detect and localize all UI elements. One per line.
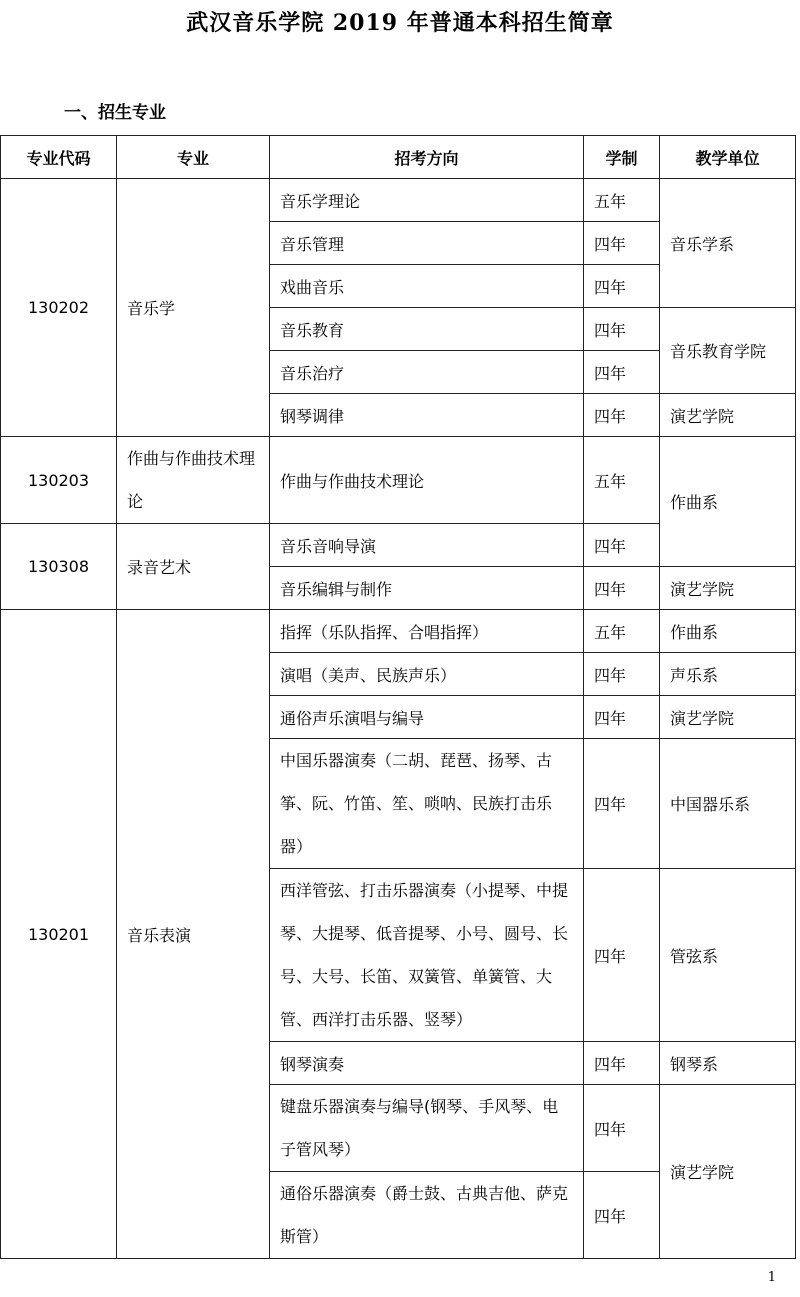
direction-cell: 钢琴调律 [270, 394, 584, 437]
header-major: 专业 [117, 136, 270, 179]
header-unit: 教学单位 [660, 136, 796, 179]
duration-cell: 四年 [584, 351, 660, 394]
direction-cell: 西洋管弦、打击乐器演奏（小提琴、中提琴、大提琴、低音提琴、小号、圆号、长号、大号、长笛、双簧管、单簧管、大管、西洋打击乐器、竖琴） [270, 869, 584, 1042]
direction-cell: 音乐治疗 [270, 351, 584, 394]
unit-cell: 钢琴系 [660, 1042, 796, 1085]
direction-cell: 通俗声乐演唱与编导 [270, 696, 584, 739]
duration-cell: 四年 [584, 696, 660, 739]
direction-cell: 指挥（乐队指挥、合唱指挥） [270, 610, 584, 653]
admissions-table [0, 135, 796, 1259]
duration-cell: 四年 [584, 308, 660, 351]
major-name-cell: 作曲与作曲技术理论 [117, 437, 270, 524]
unit-cell: 声乐系 [660, 653, 796, 696]
duration-cell: 四年 [584, 524, 660, 567]
duration-cell: 四年 [584, 1172, 660, 1259]
duration-cell: 四年 [584, 394, 660, 437]
page-number: 1 [767, 1270, 776, 1285]
duration-cell: 四年 [584, 222, 660, 265]
major-name-cell: 音乐学 [117, 179, 270, 437]
major-code-cell: 130203 [1, 437, 117, 524]
table-row [1, 179, 796, 222]
document-title: 武汉音乐学院 2019 年普通本科招生简章 [186, 10, 614, 36]
unit-cell: 作曲系 [660, 437, 796, 567]
unit-cell: 演艺学院 [660, 696, 796, 739]
section-heading: 一、招生专业 [64, 103, 166, 123]
direction-cell: 音乐编辑与制作 [270, 567, 584, 610]
duration-cell: 四年 [584, 653, 660, 696]
direction-cell: 作曲与作曲技术理论 [270, 437, 584, 524]
major-code-cell: 130201 [1, 610, 117, 1259]
duration-cell: 四年 [584, 265, 660, 308]
direction-cell: 键盘乐器演奏与编导(钢琴、手风琴、电子管风琴） [270, 1085, 584, 1172]
direction-cell: 通俗乐器演奏（爵士鼓、古典吉他、萨克斯管） [270, 1172, 584, 1259]
unit-cell: 作曲系 [660, 610, 796, 653]
header-duration: 学制 [584, 136, 660, 179]
unit-cell: 演艺学院 [660, 1085, 796, 1259]
table-row [1, 437, 796, 524]
direction-cell: 钢琴演奏 [270, 1042, 584, 1085]
direction-cell: 戏曲音乐 [270, 265, 584, 308]
duration-cell: 四年 [584, 739, 660, 869]
unit-cell: 演艺学院 [660, 567, 796, 610]
direction-cell: 音乐音响导演 [270, 524, 584, 567]
unit-cell: 演艺学院 [660, 394, 796, 437]
direction-cell: 音乐管理 [270, 222, 584, 265]
duration-cell: 五年 [584, 610, 660, 653]
duration-cell: 四年 [584, 1085, 660, 1172]
duration-cell: 五年 [584, 437, 660, 524]
header-code: 专业代码 [1, 136, 117, 179]
table-row [1, 610, 796, 653]
direction-cell: 演唱（美声、民族声乐） [270, 653, 584, 696]
major-code-cell: 130202 [1, 179, 117, 437]
direction-cell: 音乐教育 [270, 308, 584, 351]
direction-cell: 音乐学理论 [270, 179, 584, 222]
header-direction: 招考方向 [270, 136, 584, 179]
duration-cell: 五年 [584, 179, 660, 222]
major-name-cell: 录音艺术 [117, 524, 270, 610]
unit-cell: 管弦系 [660, 869, 796, 1042]
major-name-cell: 音乐表演 [117, 610, 270, 1259]
duration-cell: 四年 [584, 1042, 660, 1085]
unit-cell: 中国器乐系 [660, 739, 796, 869]
table-header-row [1, 136, 796, 179]
unit-cell: 音乐学系 [660, 179, 796, 308]
major-code-cell: 130308 [1, 524, 117, 610]
unit-cell: 音乐教育学院 [660, 308, 796, 394]
duration-cell: 四年 [584, 869, 660, 1042]
direction-cell: 中国乐器演奏（二胡、琵琶、扬琴、古筝、阮、竹笛、笙、唢呐、民族打击乐器） [270, 739, 584, 869]
duration-cell: 四年 [584, 567, 660, 610]
